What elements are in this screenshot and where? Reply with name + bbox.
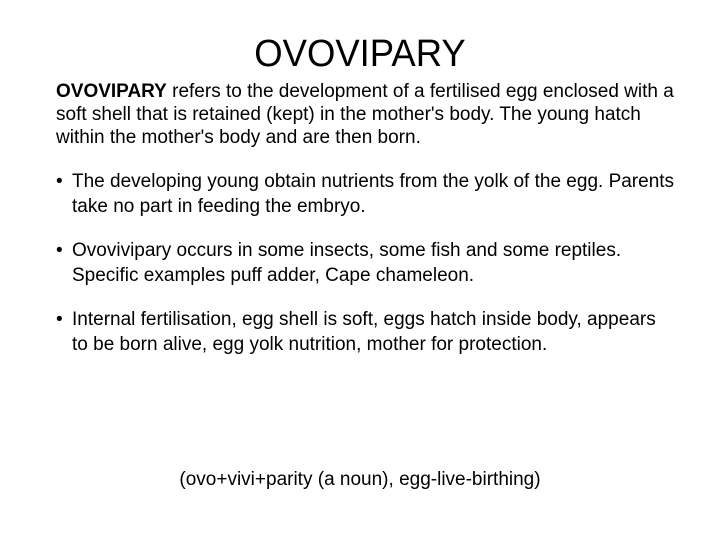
bullet-icon: •	[56, 240, 63, 261]
bullet-item	[56, 238, 676, 288]
bullet-text: The developing young obtain nutrients from the yolk of the egg. Parents take no part in feeding the embryo.	[72, 171, 675, 217]
bullet-item	[56, 307, 676, 357]
bullet-icon: •	[56, 309, 63, 330]
bullet-icon: •	[56, 171, 63, 192]
intro-term: OVOVIPARY	[56, 81, 167, 102]
bullet-text: Ovovivipary occurs in some insects, some fish and some reptiles. Specific examples puff adder, Cape chameleon.	[72, 240, 622, 286]
bullet-item	[56, 169, 676, 219]
slide-body	[56, 80, 676, 376]
slide-title: OVOVIPARY	[254, 33, 466, 75]
intro-paragraph	[56, 80, 676, 149]
bullet-text: Internal fertilisation, egg shell is soft, eggs hatch inside body, appears to be born alive, egg yolk nutrition, mother for protection.	[72, 309, 656, 355]
intro-text: refers to the development of a fertilised egg enclosed with a soft shell that is retained (kept) in the mother's body. The young hatch within the mother's body and are then born.	[56, 81, 674, 148]
etymology-note: (ovo+vivi+parity (a noun), egg-live-birthing)	[179, 469, 541, 490]
